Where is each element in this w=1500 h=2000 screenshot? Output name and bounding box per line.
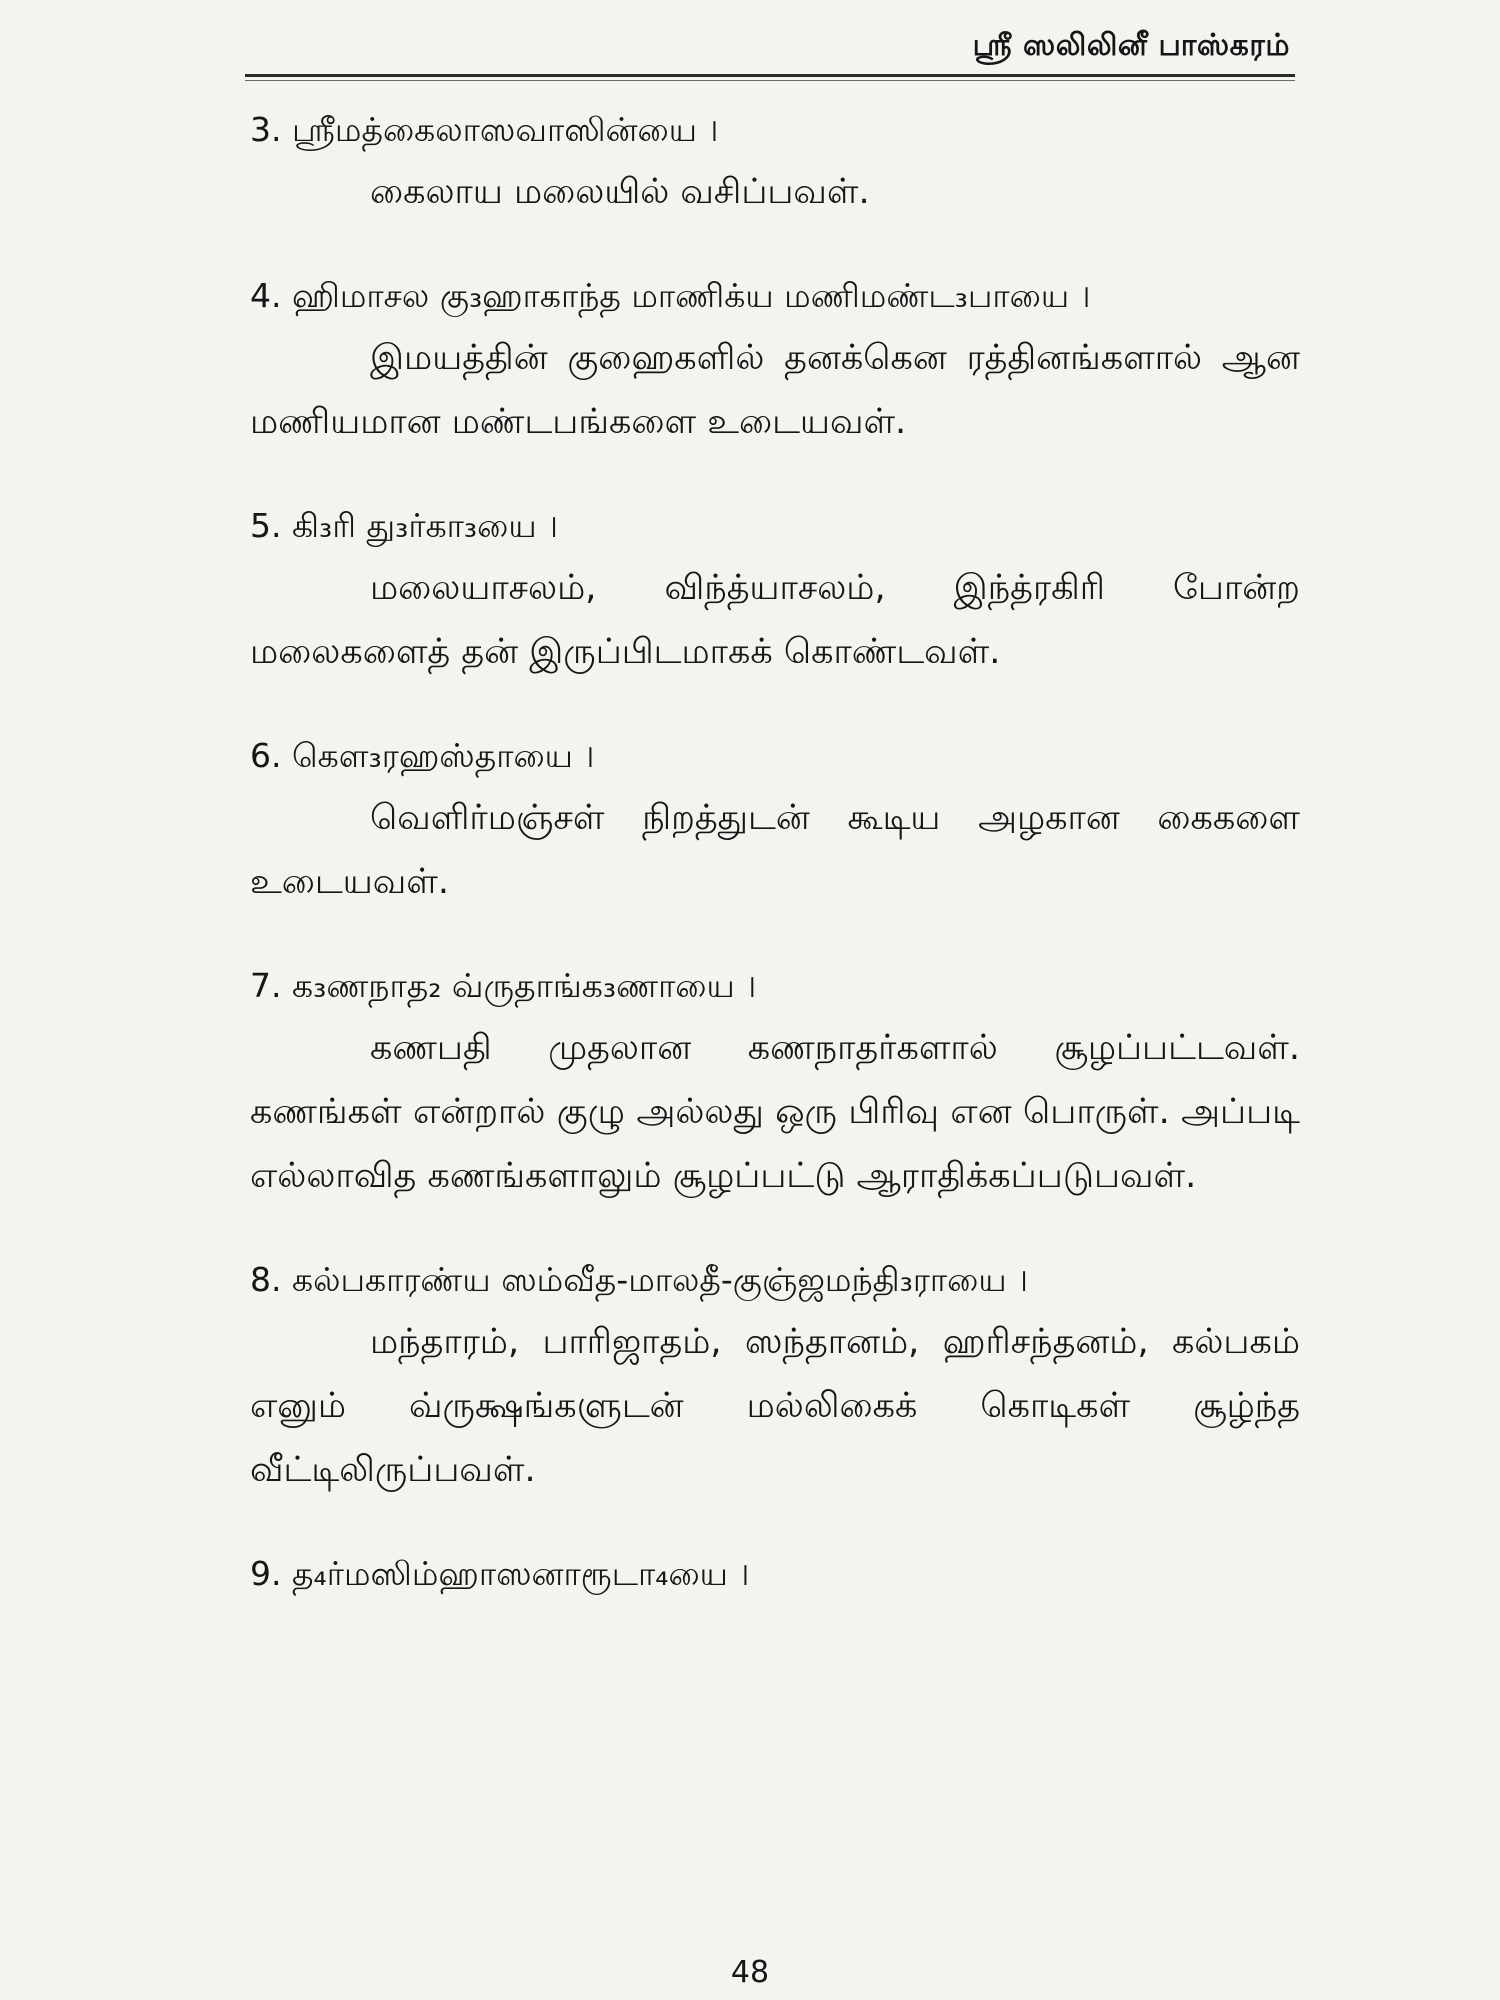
entry-title: 9. த₄ர்மஸிம்ஹாஸனாரூடா₄யை । [250, 1554, 750, 1593]
entry-title: 5. கி₃ரி து₃ர்கா₃யை । [250, 506, 559, 545]
entry-description: மந்தாரம், பாரிஜாதம், ஸந்தானம், ஹரிசந்தனம், கல்பகம் எனும் வ்ருக்ஷங்களுடன் மல்லிகைக் கொடிகள் சூழ்ந்த வீட்டிலிருப்பவள். [250, 1322, 1300, 1490]
entry-8 [250, 1250, 1300, 1502]
entry-5 [250, 496, 1300, 684]
header-rule [245, 74, 1295, 77]
entry-title: 3. ஸ்ரீமத்கைலாஸவாஸின்யை । [250, 110, 719, 149]
entry-7 [250, 956, 1300, 1208]
entry-description: மலையாசலம், விந்த்யாசலம், இந்த்ரகிரி போன்ற மலைகளைத் தன் இருப்பிடமாகக் கொண்டவள். [250, 568, 1300, 672]
entry-6 [250, 726, 1300, 914]
page-number: 48 [730, 1955, 770, 1990]
header-rule-thin [245, 80, 1295, 81]
entry-description: கணபதி முதலான கணநாதர்களால் சூழப்பட்டவள். கணங்கள் என்றால் குழு அல்லது ஒரு பிரிவு என பொருள். அப்படி எல்லாவித கணங்களாலும் சூழப்பட்டு ஆராதிக்கப்படுபவள். [250, 1028, 1300, 1196]
entry-description: வெளிர்மஞ்சள் நிறத்துடன் கூடிய அழகான கைகளை உடையவள். [250, 798, 1300, 902]
entry-title: 6. கௌ₃ரஹஸ்தாயை । [250, 736, 595, 775]
entry-9 [250, 1544, 1300, 1604]
entry-title: 7. க₃ணநாத₂ வ்ருதாங்க₃ணாயை । [250, 966, 757, 1005]
page-content [250, 100, 1300, 1604]
entry-title: 4. ஹிமாசல கு₃ஹாகாந்த மாணிக்ய மணிமண்ட₃பாயை । [250, 276, 1091, 315]
entry-title: 8. கல்பகாரண்ய ஸம்வீத-மாலதீ-குஞ்ஜமந்தி₃ராயை । [250, 1260, 1029, 1299]
entry-3 [250, 100, 1300, 224]
entry-description: இமயத்தின் குஹைகளில் தனக்கென ரத்தினங்களால் ஆன மணியமான மண்டபங்களை உடையவள். [250, 338, 1300, 442]
entry-4 [250, 266, 1300, 454]
entry-description: கைலாய மலையில் வசிப்பவள். [370, 172, 870, 212]
running-header-title: ஸ்ரீ ஸலிலினீ பாஸ்கரம் [972, 28, 1290, 63]
